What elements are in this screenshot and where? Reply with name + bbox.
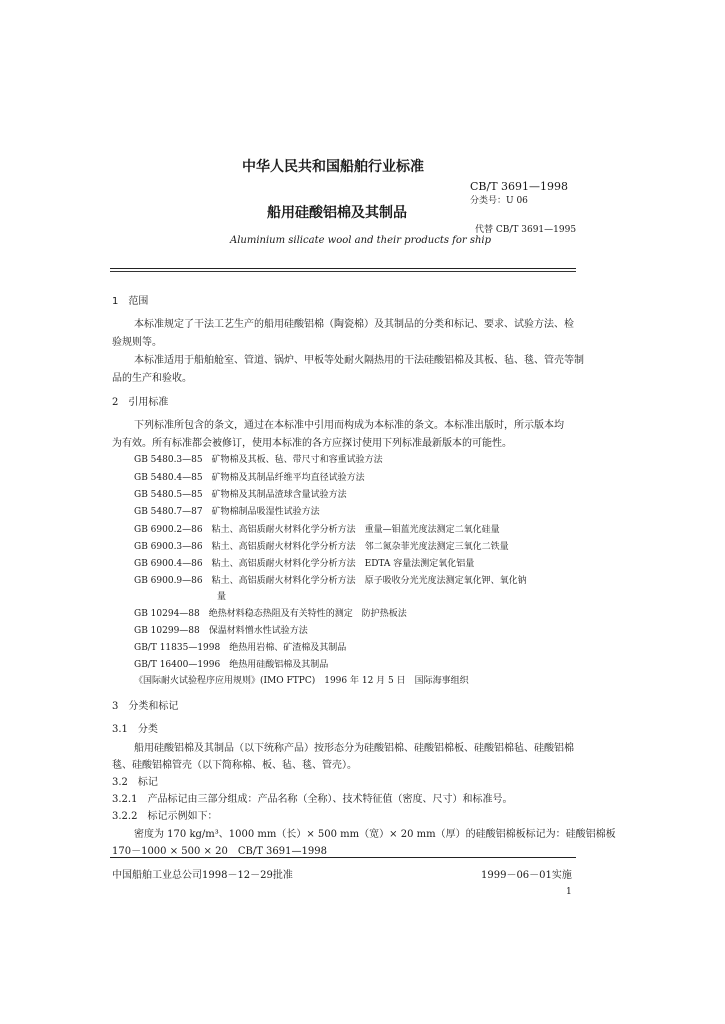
page-number: 1 [566,887,572,897]
section-2-heading: 2 引用标准 [112,397,169,408]
reference-code: GB 6900.3—86 [134,542,203,552]
reference-code: GB 5480.4—85 [134,473,203,483]
header-rule-thin [110,271,576,272]
reference-item-imo: 《国际耐火试验程序应用规则》(IMO FTPC) 1996 年 12 月 5 日 国际海事组织 [134,676,469,686]
reference-title: 矿物棉及其制品渣球含量试验方法 [211,490,347,500]
english-title: Aluminium silicate wool and their products for ship [230,235,492,246]
reference-title: 矿物棉及其板、毡、带尺寸和容重试验方法 [211,455,383,465]
reference-code: GB 5480.7—87 [134,507,203,517]
section-1-para-2b: 品的生产和验收。 [112,373,192,384]
section-1-para-2a: 本标准适用于船舶舱室、管道、锅炉、甲板等处耐火隔热用的干法硅酸铝棉及其板、毡、毯、管壳等制 [134,355,584,366]
marking-example-a: 密度为 170 kg/m³、1000 mm（长）× 500 mm（宽）× 20 mm（厚）的硅酸铝棉板标记为：硅酸铝棉板 [134,829,616,840]
reference-item [134,606,407,619]
section-3-2-heading: 3.2 标记 [112,777,158,788]
reference-title: 粘土、高铝质耐火材料化学分析方法 邻二氮杂菲光度法测定三氧化二铁量 [211,542,509,552]
replaces-note: 代替 CB/T 3691—1995 [475,225,577,235]
section-1-para-1b: 验规则等。 [112,337,162,348]
reference-item [134,487,347,500]
section-2-para-1b: 为有效。所有标准都会被修订，使用本标准的各方应探讨使用下列标准最新版本的可能性。 [112,438,512,449]
reference-title: 绝热用岩棉、矿渣棉及其制品 [229,643,347,653]
classification-code: 分类号：U 06 [470,196,528,206]
document-title: 船用硅酸铝棉及其制品 [267,205,407,221]
standard-code: CB/T 3691—1998 [470,180,569,193]
reference-code: GB 6900.4—86 [134,559,203,569]
section-3-2-1: 3.2.1 产品标记由三部分组成：产品名称（全称）、技术特征值（密度、尺寸）和标准号。 [112,794,513,805]
footer-rule [110,857,576,858]
section-1-heading: 1 范围 [112,296,149,307]
reference-code: GB 5480.5—85 [134,490,203,500]
reference-title: 粘土、高铝质耐火材料化学分析方法 重量—钼蓝光度法测定二氧化硅量 [211,525,500,535]
reference-item-continued: 量 [217,592,227,602]
reference-code: GB/T 16400—1996 [134,660,221,670]
section-3-1-para-b: 毯、硅酸铝棉管壳（以下简称棉、板、毡、毯、管壳）。 [112,760,357,771]
section-3-heading: 3 分类和标记 [112,701,179,712]
section-1-para-1a: 本标准规定了干法工艺生产的船用硅酸铝棉（陶瓷棉）及其制品的分类和标记、要求、试验方法、检 [134,319,574,330]
reference-code: GB 10299—88 [134,626,200,636]
header-rule [110,268,576,269]
reference-item [134,539,509,552]
approval-date: 中国船舶工业总公司1998－12－29批准 [112,870,293,881]
reference-title: 矿物棉制品吸湿性试验方法 [211,507,320,517]
section-3-1-heading: 3.1 分类 [112,724,158,735]
reference-item [134,452,383,465]
reference-item [134,470,365,483]
reference-code: GB 6900.9—86 [134,576,203,586]
reference-title: 粘土、高铝质耐火材料化学分析方法 EDTA 容量法测定氧化铝量 [211,559,475,569]
issuing-organization: 中华人民共和国船舶行业标准 [242,159,424,175]
reference-code: GB 5480.3—85 [134,455,203,465]
reference-title: 绝热用硅酸铝棉及其制品 [229,660,329,670]
reference-item [134,657,328,670]
effective-date: 1999－06－01实施 [481,870,572,881]
reference-item [134,573,527,586]
reference-item [134,640,346,653]
reference-title: 绝热材料稳态热阻及有关特性的测定 防护热板法 [208,609,407,619]
marking-example-b: 170－1000 × 500 × 20 CB/T 3691—1998 [112,846,327,857]
reference-code: GB 10294—88 [134,609,200,619]
reference-title: 矿物棉及其制品纤维平均直径试验方法 [211,473,365,483]
section-3-1-para-a: 船用硅酸铝棉及其制品（以下统称产品）按形态分为硅酸铝棉、硅酸铝棉板、硅酸铝棉毡、硅酸铝棉 [134,743,574,754]
reference-code: GB/T 11835—1998 [134,643,221,653]
reference-code: GB 6900.2—86 [134,525,203,535]
section-2-para-1a: 下列标准所包含的条文，通过在本标准中引用而构成为本标准的条文。本标准出版时，所示版本均 [134,420,564,431]
reference-item [134,623,308,636]
reference-item [134,556,474,569]
reference-item [134,504,320,517]
reference-title: 保温材料憎水性试验方法 [208,626,308,636]
reference-item [134,522,500,535]
reference-title: 粘土、高铝质耐火材料化学分析方法 原子吸收分光光度法测定氧化钾、氧化钠 [211,576,527,586]
section-3-2-2: 3.2.2 标记示例如下： [112,811,218,822]
